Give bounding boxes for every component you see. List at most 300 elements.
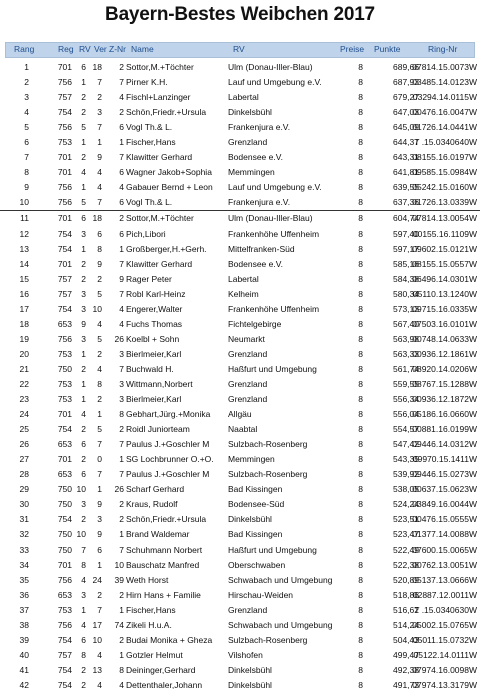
cell-rv: 4 (81, 409, 86, 420)
cell-rv: 3 (81, 499, 86, 510)
cell-rv: 7 (81, 544, 86, 555)
cell-rv-name: Bodensee e.V. (228, 152, 283, 163)
table-row (0, 392, 480, 407)
cell-rv-name: Lauf und Umgebung e.V. (228, 182, 322, 193)
cell-name: Gotzler Helmut (126, 649, 183, 660)
cell-preise: 8 (358, 228, 363, 239)
header-reg: Reg (58, 44, 74, 54)
cell-rv-name: Kelheim (228, 288, 259, 299)
cell-ring-nr: 01377.14.0088W (412, 529, 477, 540)
header-preise: Preise (340, 44, 365, 54)
cell-preise: 8 (358, 559, 363, 570)
cell-punkte: 547,42 (393, 439, 419, 450)
cell-ring-nr: 03294.14.0115W (412, 92, 477, 103)
cell-rang: 34 (19, 559, 29, 570)
cell-name: Vogl Th.& L. (126, 197, 173, 208)
cell-punkte: 641,81 (393, 167, 419, 178)
table-row (0, 603, 480, 618)
cell-rv-name: Haßfurt und Umgebung (228, 363, 317, 374)
cell-punkte: 556,04 (393, 409, 419, 420)
cell-rv-name: Dinkelsbühl (228, 514, 272, 525)
cell-ver: 10 (92, 634, 102, 645)
cell-punkte: 563,33 (393, 348, 419, 359)
cell-rv-name: Dinkelsbühl (228, 679, 272, 690)
cell-reg: 701 (57, 213, 72, 224)
cell-name: Fischer,Hans (126, 604, 176, 615)
cell-rv-name: Grenzland (228, 378, 268, 389)
cell-preise: 8 (358, 619, 363, 630)
header-rang: Rang (14, 44, 35, 54)
cell-rv-name: Vilshofen (228, 649, 263, 660)
cell-rv-name: Lauf und Umgebung e.V. (228, 77, 322, 88)
table-row (0, 618, 480, 633)
cell-preise: 8 (358, 182, 363, 193)
cell-punkte: 639,55 (393, 182, 419, 193)
cell-reg: 754 (57, 679, 72, 690)
cell-ring-nr: 00881.16.0199W (412, 424, 477, 435)
cell-ver: 9 (97, 529, 102, 540)
cell-preise: 8 (358, 333, 363, 344)
cell-ring-nr: 07814.13.0054W (412, 213, 477, 224)
cell-rang: 11 (20, 213, 29, 224)
cell-name: Gebhart,Jürg.+Monika (126, 409, 211, 420)
cell-preise: 8 (358, 77, 363, 88)
cell-reg: 757 (57, 273, 72, 284)
cell-name: Budai Monika + Gheza (126, 634, 213, 645)
cell-rv: 1 (81, 182, 86, 193)
cell-znr: 4 (119, 182, 124, 193)
cell-ring-nr: 09970.15.1411W (412, 454, 477, 465)
cell-preise: 8 (358, 469, 363, 480)
table-row (0, 317, 480, 332)
cell-rv-name: Dinkelsbühl (228, 107, 272, 118)
cell-ring-nr: 03485.14.0123W (412, 77, 477, 88)
cell-rv: 2 (81, 679, 86, 690)
cell-punkte: 539,92 (393, 469, 419, 480)
cell-preise: 8 (358, 454, 363, 465)
page-title: Bayern-Bestes Weibchen 2017 (105, 4, 375, 25)
cell-reg: 753 (57, 378, 72, 389)
cell-punkte: 645,09 (393, 122, 419, 133)
cell-rv-name: Memmingen (228, 454, 275, 465)
cell-ring-nr: 01726.13.0339W (412, 197, 477, 208)
cell-ring-nr: 02887.12.0011W (412, 589, 477, 600)
cell-ring-nr: 00762.13.0051W (412, 559, 477, 570)
cell-rang: 21 (19, 363, 29, 374)
cell-rang: 30 (19, 499, 29, 510)
cell-rang: 28 (19, 469, 29, 480)
cell-preise: 8 (358, 439, 363, 450)
cell-rv: 2 (81, 664, 86, 675)
cell-znr: 4 (119, 318, 124, 329)
cell-ver: 2 (97, 394, 102, 405)
cell-preise: 8 (358, 409, 363, 420)
cell-name: Rager Peter (126, 273, 172, 284)
cell-punkte: 687,93 (393, 77, 419, 88)
cell-name: Robl Karl-Heinz (126, 288, 186, 299)
cell-reg: 701 (57, 454, 72, 465)
cell-rv: 6 (81, 469, 86, 480)
table-row (0, 227, 480, 242)
cell-rv-name: Sulzbach-Rosenberg (228, 439, 308, 450)
cell-ring-nr: 07600.15.0065W (412, 544, 477, 555)
header-rv-name: RV (233, 44, 245, 54)
cell-znr: 6 (119, 167, 124, 178)
cell-rang: 39 (19, 634, 29, 645)
cell-reg: 754 (57, 634, 72, 645)
cell-znr: 2 (119, 107, 124, 118)
table-row (0, 75, 480, 90)
cell-rv: 1 (81, 348, 86, 359)
cell-znr: 1 (119, 529, 124, 540)
cell-ring-nr: 09602.15.0121W (412, 243, 477, 254)
cell-reg: 701 (57, 62, 72, 72)
cell-punkte: 563,98 (393, 333, 419, 344)
cell-name: Kraus, Rudolf (126, 499, 178, 510)
cell-ver: 3 (97, 514, 102, 525)
table-row (0, 362, 480, 377)
cell-znr: 6 (119, 197, 124, 208)
cell-ring-nr: 05011.15.0732W (412, 634, 477, 645)
cell-ring-nr: 00476.15.0555W (412, 514, 477, 525)
cell-reg: 754 (57, 514, 72, 525)
cell-reg: 756 (57, 333, 72, 344)
cell-ver: 4 (97, 182, 102, 193)
cell-ver: 5 (97, 424, 102, 435)
cell-name: Koelbl + Sohn (126, 333, 180, 344)
cell-name: Vogl Th.& L. (126, 122, 173, 133)
cell-rang: 22 (19, 378, 29, 389)
cell-ver: 8 (97, 378, 102, 389)
table-row (0, 422, 480, 437)
table-row (0, 452, 480, 467)
table-row (0, 588, 480, 603)
cell-ver: 7 (97, 197, 102, 208)
table-row (0, 648, 480, 663)
cell-rv-name: Frankenjura e.V. (228, 197, 291, 208)
cell-reg: 757 (57, 92, 72, 103)
cell-ver: 5 (97, 288, 102, 299)
table-row (0, 60, 480, 75)
cell-name: Pich,Libori (126, 228, 166, 239)
cell-ver: 7 (97, 469, 102, 480)
cell-reg: 754 (57, 303, 72, 314)
cell-rv-name: Haßfurt und Umgebung (228, 544, 317, 555)
cell-rv-name: Ulm (Donau-Iller-Blau) (228, 62, 313, 72)
cell-znr: 7 (119, 77, 124, 88)
cell-ring-nr: 06496.14.0301W (412, 273, 477, 284)
cell-ver: 2 (97, 273, 102, 284)
table-row (0, 543, 480, 558)
cell-rv-name: Hirschau-Weiden (228, 589, 294, 600)
table-row (0, 272, 480, 287)
cell-name: Schön,Friedr.+Ursula (126, 107, 207, 118)
cell-rv-name: Allgäu (228, 409, 252, 420)
table-row (0, 120, 480, 135)
cell-rang: 14 (19, 258, 29, 269)
cell-znr: 7 (119, 469, 124, 480)
cell-rv: 6 (81, 62, 86, 72)
cell-ver: 1 (97, 484, 102, 495)
cell-punkte: 643,31 (393, 152, 419, 163)
cell-punkte: 523,51 (393, 514, 419, 525)
cell-ver: 4 (97, 649, 102, 660)
cell-rang: 7 (24, 152, 29, 163)
cell-ring-nr: 08155.15.0557W (412, 258, 477, 269)
cell-rv: 1 (81, 77, 86, 88)
table-row (0, 527, 480, 542)
cell-name: Wagner Jakob+Sophia (126, 167, 212, 178)
cell-reg: 754 (57, 664, 72, 675)
cell-punkte: 573,13 (393, 303, 419, 314)
cell-ring-nr: 09715.16.0335W (412, 303, 477, 314)
cell-znr: 7 (119, 544, 124, 555)
table-header (5, 42, 475, 58)
cell-preise: 8 (358, 107, 363, 118)
table-row (0, 302, 480, 317)
cell-rv-name: Labertal (228, 92, 259, 103)
cell-rv-name: Grenzland (228, 137, 268, 148)
cell-rv: 2 (81, 92, 86, 103)
cell-preise: 8 (358, 574, 363, 585)
cell-rang: 2 (24, 77, 29, 88)
table-row (0, 242, 480, 257)
cell-ring-nr: 03849.16.0044W (412, 499, 477, 510)
cell-rv-name: Bad Kissingen (228, 484, 283, 495)
cell-reg: 756 (57, 122, 72, 133)
header-ver: Ver (94, 44, 107, 54)
table-row (0, 347, 480, 362)
table-row (0, 678, 480, 693)
cell-rang: 12 (19, 228, 29, 239)
cell-rv: 2 (81, 454, 86, 465)
cell-ring-nr: T .15.0340640W (414, 137, 477, 148)
cell-ver: 1 (97, 409, 102, 420)
cell-reg: 750 (57, 529, 72, 540)
cell-ver: 17 (92, 619, 102, 630)
cell-preise: 8 (358, 604, 363, 615)
cell-rang: 29 (19, 484, 29, 495)
cell-reg: 653 (57, 439, 72, 450)
cell-punkte: 538,05 (393, 484, 419, 495)
cell-ver: 7 (97, 604, 102, 615)
cell-reg: 750 (57, 544, 72, 555)
cell-preise: 8 (358, 303, 363, 314)
cell-preise: 8 (358, 258, 363, 269)
cell-preise: 8 (358, 288, 363, 299)
cell-znr: 9 (119, 273, 124, 284)
cell-ring-nr: 07974.16.0098W (412, 664, 477, 675)
cell-punkte: 584,38 (393, 273, 419, 284)
cell-ver: 8 (97, 243, 102, 254)
table-row (0, 105, 480, 120)
cell-punkte: 689,66 (393, 62, 419, 72)
cell-preise: 8 (358, 273, 363, 284)
cell-ring-nr: 05137.13.0666W (412, 574, 477, 585)
cell-ver: 4 (97, 318, 102, 329)
cell-znr: 2 (119, 514, 124, 525)
cell-znr: 2 (119, 634, 124, 645)
cell-punkte: 679,27 (393, 92, 419, 103)
cell-reg: 750 (57, 484, 72, 495)
table-row (0, 135, 480, 150)
cell-znr: 3 (119, 348, 124, 359)
cell-name: Sottor,M.+Töchter (126, 62, 194, 72)
cell-znr: 2 (119, 589, 124, 600)
cell-ring-nr: 07814.15.0073W (412, 62, 477, 72)
cell-rv: 2 (81, 363, 86, 374)
cell-preise: 8 (358, 197, 363, 208)
cell-rv: 2 (81, 258, 86, 269)
cell-rang: 36 (19, 589, 29, 600)
cell-znr: 4 (119, 303, 124, 314)
table-row (0, 377, 480, 392)
cell-rv-name: Sulzbach-Rosenberg (228, 634, 308, 645)
cell-reg: 756 (57, 182, 72, 193)
cell-preise: 8 (358, 243, 363, 254)
cell-rang: 19 (19, 333, 29, 344)
cell-znr: 6 (119, 122, 124, 133)
cell-rang: 31 (19, 514, 29, 525)
cell-ring-nr: 08155.16.0197W (412, 152, 477, 163)
cell-rang: 42 (19, 679, 29, 690)
cell-punkte: 499,47 (393, 649, 419, 660)
table-row (0, 467, 480, 482)
cell-rang: 4 (24, 107, 29, 118)
cell-rv-name: Grenzland (228, 394, 268, 405)
cell-preise: 8 (358, 529, 363, 540)
cell-preise: 8 (358, 484, 363, 495)
cell-name: Sottor,M.+Töchter (126, 213, 194, 224)
cell-rv-name: Frankenhöhe Uffenheim (228, 228, 320, 239)
cell-reg: 754 (57, 243, 72, 254)
cell-reg: 756 (57, 574, 72, 585)
cell-rv: 3 (81, 333, 86, 344)
cell-rang: 41 (19, 664, 29, 675)
cell-name: Engerer,Walter (126, 303, 183, 314)
cell-punkte: 647,03 (393, 107, 419, 118)
table-row (0, 165, 480, 180)
cell-name: Buchwald H. (126, 363, 174, 374)
cell-rv-name: Grenzland (228, 604, 268, 615)
cell-reg: 754 (57, 228, 72, 239)
cell-name: Dettenthaler,Johann (126, 679, 203, 690)
cell-ver: 9 (97, 152, 102, 163)
cell-ring-nr: 08920.14.0206W (412, 363, 477, 374)
cell-name: Weth Horst (126, 574, 169, 585)
cell-ring-nr: 05002.15.0765W (412, 619, 477, 630)
cell-rv: 9 (81, 318, 86, 329)
cell-preise: 8 (358, 664, 363, 675)
cell-ver: 4 (97, 363, 102, 374)
header-name: Name (131, 44, 154, 54)
cell-name: Bierlmeier,Karl (126, 348, 182, 359)
cell-punkte: 522,38 (393, 559, 419, 570)
cell-rv: 1 (81, 604, 86, 615)
cell-znr: 1 (119, 137, 124, 148)
cell-preise: 8 (358, 514, 363, 525)
cell-rang: 3 (24, 92, 29, 103)
cell-rang: 13 (19, 243, 29, 254)
cell-preise: 8 (358, 92, 363, 103)
cell-preise: 8 (358, 649, 363, 660)
table-row (0, 407, 480, 422)
cell-rang: 37 (19, 604, 29, 615)
cell-rv-name: Memmingen (228, 167, 275, 178)
table-row (0, 573, 480, 588)
cell-ver: 18 (92, 213, 102, 224)
cell-rv: 2 (81, 107, 86, 118)
cell-rv-name: Bad Kissingen (228, 529, 283, 540)
cell-znr: 74 (114, 619, 124, 630)
table-row (0, 180, 480, 195)
cell-name: Schön,Friedr.+Ursula (126, 514, 207, 525)
cell-reg: 754 (57, 424, 72, 435)
cell-rv: 1 (81, 394, 86, 405)
cell-name: Deininger,Gerhard (126, 664, 196, 675)
cell-rang: 8 (24, 167, 29, 178)
cell-reg: 701 (57, 152, 72, 163)
cell-preise: 8 (358, 499, 363, 510)
cell-punkte: 524,24 (393, 499, 419, 510)
cell-znr: 4 (119, 679, 124, 690)
cell-rv: 10 (76, 529, 86, 540)
cell-reg: 653 (57, 589, 72, 600)
cell-rang: 33 (19, 544, 29, 555)
cell-rv-name: Schwabach und Umgebung (228, 619, 333, 630)
cell-ring-nr: 00936.12.1872W (412, 394, 477, 405)
cell-ver: 24 (92, 574, 102, 585)
cell-punkte: 580,34 (393, 288, 419, 299)
cell-ver: 7 (97, 77, 102, 88)
cell-name: Zikeli H.u.A. (126, 619, 172, 630)
cell-ver: 7 (97, 439, 102, 450)
cell-preise: 8 (358, 424, 363, 435)
cell-znr: 2 (119, 62, 124, 72)
cell-znr: 1 (119, 454, 124, 465)
cell-reg: 753 (57, 604, 72, 615)
cell-reg: 753 (57, 394, 72, 405)
cell-reg: 756 (57, 619, 72, 630)
cell-rv: 4 (81, 574, 86, 585)
cell-rv: 2 (81, 273, 86, 284)
cell-name: Wittmann,Norbert (126, 378, 193, 389)
cell-rang: 5 (24, 122, 29, 133)
cell-ver: 4 (97, 167, 102, 178)
cell-name: Fischl+Lanzinger (126, 92, 191, 103)
cell-punkte: 491,73 (393, 679, 419, 690)
cell-rang: 40 (19, 649, 29, 660)
cell-rv: 5 (81, 122, 86, 133)
header-punkte: Punkte (374, 44, 401, 54)
cell-ver: 0 (97, 454, 102, 465)
cell-preise: 8 (358, 378, 363, 389)
cell-rv: 3 (81, 303, 86, 314)
cell-znr: 2 (119, 499, 124, 510)
cell-ring-nr: 09446.14.0312W (412, 439, 477, 450)
cell-rang: 15 (19, 273, 29, 284)
cell-ring-nr: 00476.16.0047W (412, 107, 477, 118)
table-row (0, 287, 480, 302)
cell-znr: 7 (119, 363, 124, 374)
cell-rv-name: Grenzland (228, 348, 268, 359)
cell-znr: 7 (119, 439, 124, 450)
cell-ring-nr: 09585.15.0984W (412, 167, 477, 178)
cell-preise: 8 (358, 679, 363, 690)
cell-ring-nr: 07503.16.0101W (412, 318, 477, 329)
cell-reg: 701 (57, 409, 72, 420)
cell-rang: 35 (19, 574, 29, 585)
